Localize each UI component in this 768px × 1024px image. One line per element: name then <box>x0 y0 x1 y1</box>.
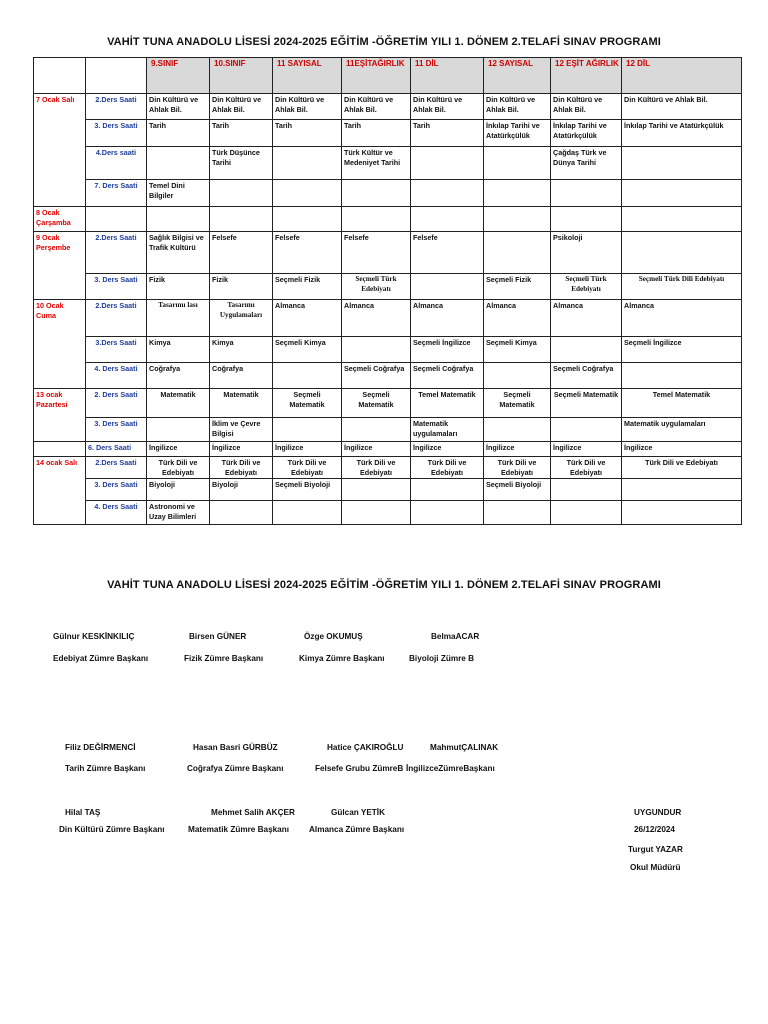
table-row <box>34 300 742 337</box>
exam-cell: Din Kültürü ve Ahlak Bil. <box>411 94 484 120</box>
exam-cell: Türk Dili ve Edebiyatı <box>411 457 484 479</box>
exam-cell <box>484 418 551 442</box>
exam-cell: Çağdaş Türk ve Dünya Tarihi <box>551 147 622 180</box>
exam-cell <box>551 180 622 207</box>
table-row <box>34 363 742 389</box>
table-row <box>34 457 742 479</box>
exam-cell: İklim ve Çevre Bilgisi <box>210 418 273 442</box>
document-title: VAHİT TUNA ANADOLU LİSESİ 2024-2025 EĞİTİM -ÖĞRETİM YILI 1. DÖNEM 2.TELAFİ SINAV PROGRAMI <box>107 36 661 48</box>
exam-cell <box>622 501 742 525</box>
exam-cell: Seçmeli Biyoloji <box>273 479 342 501</box>
exam-cell <box>273 207 342 232</box>
exam-cell <box>411 274 484 300</box>
exam-cell: Türk Dili ve Edebiyatı <box>484 457 551 479</box>
exam-cell: Felsefe <box>273 232 342 274</box>
exam-cell <box>342 207 411 232</box>
table-row <box>34 94 742 120</box>
signature-role: Tarih Zümre Başkanı <box>65 764 146 773</box>
signature-name: Gülcan YETİK <box>331 808 385 817</box>
time-slot-cell: 3.Ders Saati <box>86 337 147 363</box>
exam-cell: Almanca <box>551 300 622 337</box>
signature-role: İngilizceZümreBaşkanı <box>406 764 495 773</box>
header-blank-slot <box>86 58 147 94</box>
exam-cell: Tarih <box>147 120 210 147</box>
time-slot-cell: 2.Ders Saati <box>86 94 147 120</box>
signature-name: Özge OKUMUŞ <box>304 632 363 641</box>
table-row <box>34 232 742 274</box>
exam-cell <box>411 147 484 180</box>
exam-cell: Temel Matematik <box>411 389 484 418</box>
time-slot-cell: 4. Ders Saati <box>86 501 147 525</box>
exam-cell: Felsefe <box>210 232 273 274</box>
approval-date: 26/12/2024 <box>634 825 675 834</box>
exam-cell: Tasarımı lası <box>147 300 210 337</box>
exam-cell: İngilizce <box>551 442 622 457</box>
signature-name: Mehmet Salih AKÇER <box>211 808 295 817</box>
table-header-row <box>34 58 742 94</box>
signature-name: Hatice ÇAKIROĞLU <box>327 743 404 752</box>
exam-cell: İngilizce <box>411 442 484 457</box>
exam-schedule-table <box>33 57 742 525</box>
exam-cell <box>484 147 551 180</box>
time-slot-cell: 2.Ders Saati <box>86 300 147 337</box>
time-slot-cell: 3. Ders Saati <box>86 479 147 501</box>
exam-cell <box>484 207 551 232</box>
exam-cell: Almanca <box>342 300 411 337</box>
exam-cell: Seçmeli Biyoloji <box>484 479 551 501</box>
signature-role: Kimya Zümre Başkanı <box>299 654 385 663</box>
exam-cell: Seçmeli Coğrafya <box>411 363 484 389</box>
table-row <box>34 147 742 180</box>
exam-cell: Felsefe <box>411 232 484 274</box>
table-row <box>34 501 742 525</box>
table-row <box>34 274 742 300</box>
exam-cell: Matematik uygulamaları <box>411 418 484 442</box>
table-row <box>34 479 742 501</box>
exam-cell: Türk Kültür ve Medeniyet Tarihi <box>342 147 411 180</box>
exam-cell: Almanca <box>622 300 742 337</box>
exam-cell: Türk Dili ve Edebiyatı <box>273 457 342 479</box>
header-11-sayisal: 11 SAYISAL <box>273 58 342 94</box>
signature-role: Din Kültürü Zümre Başkanı <box>59 825 165 834</box>
exam-cell: İngilizce <box>273 442 342 457</box>
header-blank-day <box>34 58 86 94</box>
exam-cell: Din Kültürü ve Ahlak Bil. <box>147 94 210 120</box>
time-slot-cell: 2.Ders Saati <box>86 232 147 274</box>
exam-cell <box>210 180 273 207</box>
table-row <box>34 120 742 147</box>
approval-name: Turgut YAZAR <box>628 845 683 854</box>
table-row <box>34 418 742 442</box>
exam-cell: Tarih <box>210 120 273 147</box>
exam-cell: Türk Düşünce Tarihi <box>210 147 273 180</box>
exam-cell: Almanca <box>273 300 342 337</box>
exam-cell: Seçmeli Fizik <box>484 274 551 300</box>
exam-cell: Seçmeli Matematik <box>551 389 622 418</box>
signature-name: MahmutÇALINAK <box>430 743 499 752</box>
exam-cell: Matematik <box>147 389 210 418</box>
signature-role: Edebiyat Zümre Başkanı <box>53 654 149 663</box>
exam-cell: İngilizce <box>147 442 210 457</box>
signature-role: Almanca Zümre Başkanı <box>309 825 405 834</box>
signature-role: Matematik Zümre Başkanı <box>188 825 290 834</box>
exam-cell: Matematik uygulamaları <box>622 418 742 442</box>
time-slot-cell: 6. Ders Saati <box>86 442 147 457</box>
exam-cell: Türk Dili ve Edebiyatı <box>622 457 742 479</box>
exam-cell: Coğrafya <box>147 363 210 389</box>
exam-cell: Biyoloji <box>147 479 210 501</box>
exam-cell: Temel Matematik <box>622 389 742 418</box>
day-cell: 7 Ocak Salı <box>34 94 86 207</box>
signature-role: Felsefe Grubu ZümreB <box>315 764 404 773</box>
time-slot-cell: 7. Ders Saati <box>86 180 147 207</box>
exam-cell <box>551 501 622 525</box>
exam-cell <box>273 147 342 180</box>
exam-cell: İngilizce <box>342 442 411 457</box>
header-9-sinif: 9.SINIF <box>147 58 210 94</box>
exam-cell <box>342 501 411 525</box>
exam-cell: Din Kültürü ve Ahlak Bil. <box>210 94 273 120</box>
approval-label: UYGUNDUR <box>634 808 682 817</box>
exam-cell <box>484 501 551 525</box>
day-cell: 13 ocak Pazartesi <box>34 389 86 442</box>
exam-cell: Din Kültürü ve Ahlak Bil. <box>342 94 411 120</box>
exam-cell: İngilizce <box>622 442 742 457</box>
exam-cell: Tarih <box>342 120 411 147</box>
exam-cell: Tasarımı Uygulamaları <box>210 300 273 337</box>
exam-cell <box>411 180 484 207</box>
exam-cell: İnkılap Tarihi ve Atatürkçülük <box>484 120 551 147</box>
signature-role: Coğrafya Zümre Başkanı <box>187 764 284 773</box>
table-row <box>34 180 742 207</box>
exam-cell: Almanca <box>484 300 551 337</box>
exam-cell: Temel Dini Bilgiler <box>147 180 210 207</box>
exam-cell: Seçmeli Matematik <box>484 389 551 418</box>
exam-cell: Din Kültürü ve Ahlak Bil. <box>273 94 342 120</box>
exam-cell: Türk Dili ve Edebiyatı <box>551 457 622 479</box>
signature-name: Birsen GÜNER <box>189 632 247 641</box>
time-slot-cell: 3. Ders Saati <box>86 120 147 147</box>
exam-cell: Matematik <box>210 389 273 418</box>
document-title-repeat: VAHİT TUNA ANADOLU LİSESİ 2024-2025 EĞİTİM -ÖĞRETİM YILI 1. DÖNEM 2.TELAFİ SINAV PROGRAMI <box>107 579 661 591</box>
exam-cell <box>622 363 742 389</box>
signature-role: Fizik Zümre Başkanı <box>184 654 264 663</box>
exam-cell <box>147 418 210 442</box>
exam-cell: Fizik <box>147 274 210 300</box>
day-cell: 14 ocak Salı <box>34 457 86 525</box>
exam-cell <box>210 501 273 525</box>
exam-cell: İnkılap Tarihi ve Atatürkçülük <box>551 120 622 147</box>
exam-cell: Seçmeli Kimya <box>484 337 551 363</box>
exam-cell <box>411 501 484 525</box>
exam-cell <box>147 147 210 180</box>
exam-cell: Almanca <box>411 300 484 337</box>
exam-cell: Astronomi ve Uzay Bilimleri <box>147 501 210 525</box>
time-slot-cell: 4.Ders saati <box>86 147 147 180</box>
signature-name: BelmaACAR <box>431 632 480 641</box>
exam-cell: Seçmeli Matematik <box>273 389 342 418</box>
exam-cell <box>147 207 210 232</box>
exam-cell: Seçmeli İngilizce <box>411 337 484 363</box>
signature-name: Gülnur KESKİNKILIÇ <box>53 632 135 641</box>
header-11-esit-agirlik: 11EŞİTAĞIRLIK <box>342 58 411 94</box>
time-slot-cell: 2.Ders Saati <box>86 457 147 479</box>
exam-cell <box>551 337 622 363</box>
header-10-sinif: 10.SINIF <box>210 58 273 94</box>
exam-cell <box>342 180 411 207</box>
exam-cell <box>273 501 342 525</box>
exam-cell <box>342 479 411 501</box>
exam-cell <box>273 180 342 207</box>
exam-cell <box>484 180 551 207</box>
exam-cell <box>411 479 484 501</box>
exam-cell: Seçmeli Türk Edebiyatı <box>342 274 411 300</box>
exam-cell <box>342 418 411 442</box>
exam-cell: Seçmeli Coğrafya <box>551 363 622 389</box>
time-slot-cell: 3. Ders Saati <box>86 418 147 442</box>
exam-cell: Tarih <box>411 120 484 147</box>
exam-cell: Kimya <box>210 337 273 363</box>
header-12-esit-agirlik: 12 EŞİT AĞIRLIK <box>551 58 622 94</box>
header-11-dil: 11 DİL <box>411 58 484 94</box>
exam-cell: Seçmeli Coğrafya <box>342 363 411 389</box>
exam-cell: İngilizce <box>484 442 551 457</box>
exam-cell: Seçmeli Fizik <box>273 274 342 300</box>
day-cell: 10 Ocak Cuma <box>34 300 86 389</box>
exam-cell: Seçmeli İngilizce <box>622 337 742 363</box>
exam-cell: İnkılap Tarihi ve Atatürkçülük <box>622 120 742 147</box>
exam-cell: Seçmeli Matematik <box>342 389 411 418</box>
time-slot-cell: 2. Ders Saati <box>86 389 147 418</box>
exam-cell <box>622 147 742 180</box>
time-slot-cell: 4. Ders Saati <box>86 363 147 389</box>
exam-cell: Seçmeli Türk Edebiyatı <box>551 274 622 300</box>
exam-cell: Seçmeli Kimya <box>273 337 342 363</box>
exam-cell <box>484 232 551 274</box>
exam-cell <box>484 363 551 389</box>
exam-cell <box>551 418 622 442</box>
exam-cell <box>622 479 742 501</box>
exam-cell <box>342 337 411 363</box>
table-row <box>34 389 742 418</box>
exam-cell: Kimya <box>147 337 210 363</box>
day-cell <box>34 442 86 457</box>
exam-cell <box>622 232 742 274</box>
signature-name: Hilal TAŞ <box>65 808 101 817</box>
exam-cell <box>273 418 342 442</box>
exam-cell: Türk Dili ve Edebiyatı <box>342 457 411 479</box>
exam-cell: Türk Dili ve Edebiyatı <box>147 457 210 479</box>
signature-role: Biyoloji Zümre B <box>409 654 475 663</box>
exam-cell: Seçmeli Türk Dili Edebiyatı <box>622 274 742 300</box>
exam-cell: Din Kültürü ve Ahlak Bil. <box>551 94 622 120</box>
exam-cell <box>622 180 742 207</box>
day-cell: 9 Ocak Perşembe <box>34 232 86 300</box>
exam-cell <box>210 207 273 232</box>
exam-cell: Fizik <box>210 274 273 300</box>
header-12-dil: 12 DİL <box>622 58 742 94</box>
exam-cell: Din Kültürü ve Ahlak Bil. <box>622 94 742 120</box>
exam-cell <box>551 479 622 501</box>
table-row <box>34 337 742 363</box>
exam-cell: Biyoloji <box>210 479 273 501</box>
exam-cell: İngilizce <box>210 442 273 457</box>
day-cell: 8 Ocak Çarşamba <box>34 207 86 232</box>
exam-cell: Din Kültürü ve Ahlak Bil. <box>484 94 551 120</box>
header-12-sayisal: 12 SAYISAL <box>484 58 551 94</box>
exam-cell <box>411 207 484 232</box>
time-slot-cell: 3. Ders Saati <box>86 274 147 300</box>
signature-name: Hasan Basri GÜRBÜZ <box>193 743 278 752</box>
signature-name: Filiz DEĞİRMENCİ <box>65 743 136 752</box>
approval-role: Okul Müdürü <box>630 863 681 872</box>
exam-cell: Felsefe <box>342 232 411 274</box>
exam-cell: Sağlık Bilgisi ve Trafik Kültürü <box>147 232 210 274</box>
exam-cell: Coğrafya <box>210 363 273 389</box>
table-row <box>34 207 742 232</box>
exam-cell: Tarih <box>273 120 342 147</box>
exam-cell: Psikoloji <box>551 232 622 274</box>
exam-cell <box>273 363 342 389</box>
exam-cell: Türk Dili ve Edebiyatı <box>210 457 273 479</box>
exam-cell <box>551 207 622 232</box>
time-slot-cell <box>86 207 147 232</box>
exam-cell <box>622 207 742 232</box>
table-row <box>34 442 742 457</box>
